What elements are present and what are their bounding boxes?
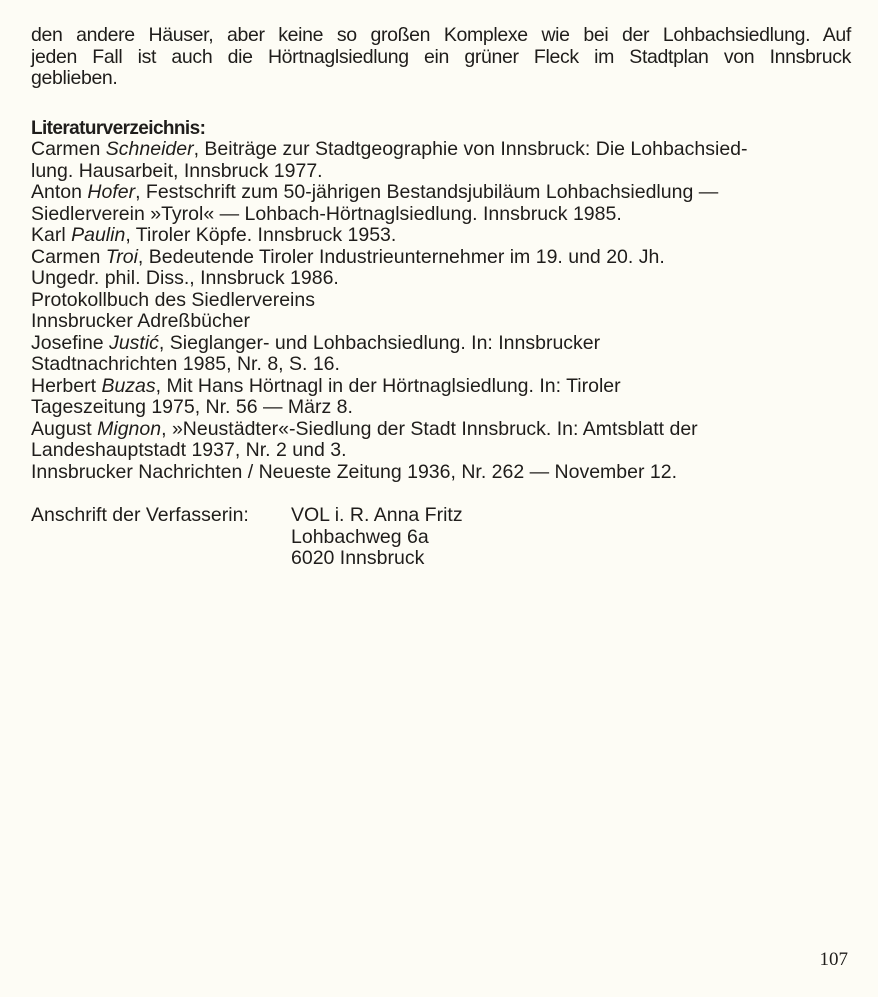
author-surname: Buzas — [101, 374, 156, 397]
ref-text: , Bedeutende Tiroler Industrieunternehmer im 19. und 20. Jh. — [137, 245, 665, 268]
reference-item — [31, 182, 851, 225]
reference-item — [31, 225, 851, 247]
author-surname: Paulin — [71, 224, 126, 246]
author-surname: Mignon — [97, 417, 162, 440]
address-lines — [291, 505, 463, 570]
reference-item — [31, 462, 851, 484]
author-address — [31, 505, 851, 570]
author-surname: Troi — [105, 245, 138, 268]
ref-text: , »Neustädter«-Siedlung der Stadt Innsbruck. In: Amtsblatt der — [161, 417, 698, 440]
reference-item — [31, 376, 851, 419]
ref-continuation: Tageszeitung 1975, Nr. 56 — März 8. — [31, 396, 353, 418]
page-number: 107 — [819, 949, 848, 970]
address-label: Anschrift der Verfasserin: — [31, 504, 249, 526]
reference-item — [31, 333, 851, 376]
text-line: den andere Häuser, aber keine so großen Komplexe wie bei der Lohbachsiedlung. Auf — [31, 24, 851, 46]
reference-item — [31, 247, 851, 290]
address-line: Lohbachweg 6a — [291, 525, 429, 548]
ref-text: , Beiträge zur Stadtgeographie von Innsbruck: Die Lohbachsied- — [193, 138, 748, 160]
text-line: jeden Fall ist auch die Hörtnaglsiedlung ein grüner Fleck im Stadtplan von Innsbruck — [31, 45, 851, 68]
ref-text: Carmen — [31, 138, 106, 160]
ref-text: Protokollbuch des Siedlervereins — [31, 288, 315, 311]
ref-text: Josefine — [31, 331, 110, 354]
ref-continuation: Stadtnachrichten 1985, Nr. 8, S. 16. — [31, 353, 340, 375]
ref-text: Carmen — [31, 245, 106, 268]
ref-text: August — [31, 417, 98, 440]
ref-text: , Mit Hans Hörtnagl in der Hörtnaglsiedlung. In: Tiroler — [155, 374, 621, 397]
ref-continuation: Landeshauptstadt 1937, Nr. 2 und 3. — [31, 439, 347, 461]
author-surname: Justić — [109, 331, 159, 354]
ref-text: Herbert — [31, 374, 102, 397]
ref-text: , Tiroler Köpfe. Innsbruck 1953. — [125, 224, 397, 246]
ref-text: Innsbrucker Adreßbücher — [31, 310, 250, 332]
ref-continuation: Ungedr. phil. Diss., Innsbruck 1986. — [31, 267, 339, 289]
ref-text: , Sieglanger- und Lohbachsiedlung. In: Innsbrucker — [158, 331, 601, 354]
address-line: 6020 Innsbruck — [291, 547, 425, 569]
intro-paragraph — [31, 25, 851, 90]
text-line: geblieben. — [31, 67, 118, 89]
author-surname: Schneider — [105, 138, 194, 160]
reference-item — [31, 311, 851, 333]
ref-continuation: lung. Hausarbeit, Innsbruck 1977. — [31, 159, 323, 182]
ref-text: Innsbrucker Nachrichten / Neueste Zeitung 1936, Nr. 262 — November 12. — [31, 460, 678, 483]
ref-text: , Festschrift zum 50-jährigen Bestandsjubiläum Lohbachsiedlung — — [135, 181, 719, 203]
ref-text: Anton — [31, 181, 88, 203]
author-surname: Hofer — [87, 181, 136, 203]
reference-item — [31, 139, 851, 182]
reference-list — [31, 139, 851, 483]
document-page — [31, 25, 851, 570]
address-line: VOL i. R. Anna Fritz — [291, 504, 463, 526]
ref-continuation: Siedlerverein »Tyrol« — Lohbach-Hörtnaglsiedlung. Innsbruck 1985. — [31, 202, 622, 225]
reference-item — [31, 419, 851, 462]
reference-item — [31, 290, 851, 312]
ref-text: Karl — [31, 224, 72, 246]
literature-heading: Literaturverzeichnis: — [31, 117, 206, 139]
